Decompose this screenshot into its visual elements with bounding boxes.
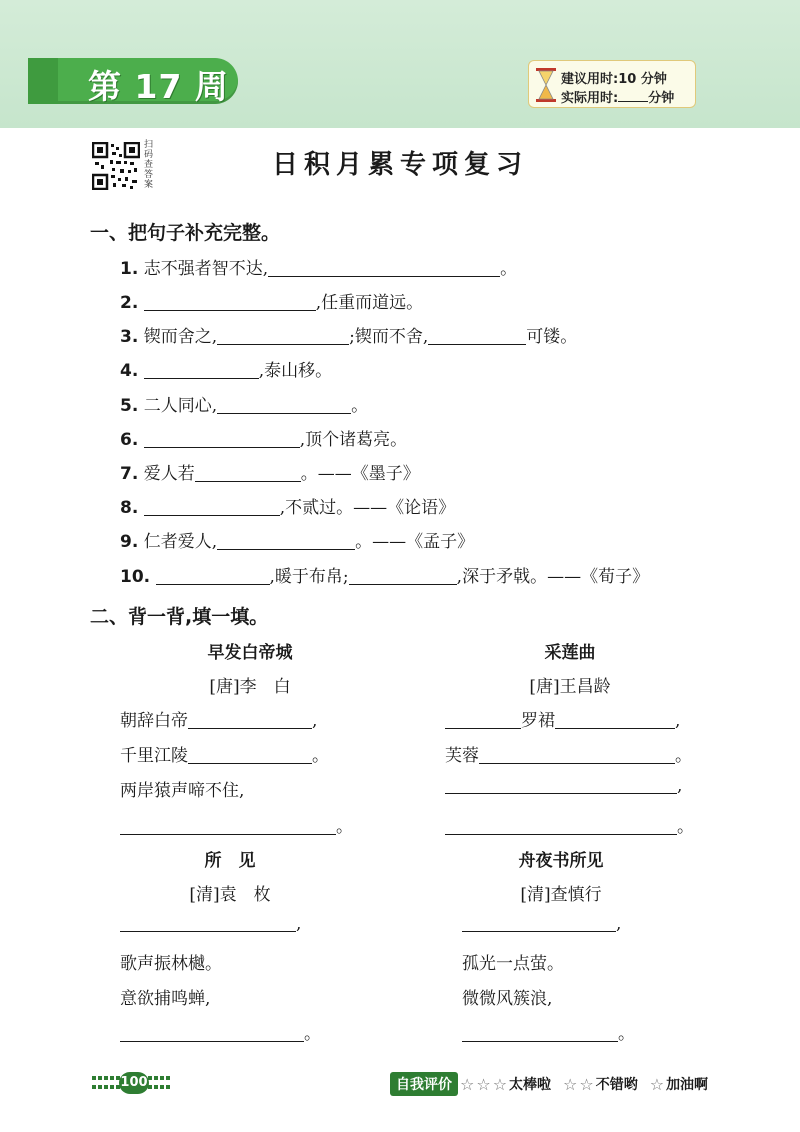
question-text: 可镂。 [526, 327, 578, 347]
poem-line: 。 [462, 1019, 635, 1044]
question-5 [120, 391, 368, 416]
question-9 [120, 527, 474, 552]
poem-line: 。 [445, 812, 694, 837]
question-number: 7. [120, 464, 139, 484]
poem-line: , [445, 776, 682, 796]
star-icon[interactable]: ☆ [476, 1074, 491, 1094]
qr-label: 扫码查答案 [144, 140, 154, 190]
question-6 [120, 425, 407, 450]
poem-line: 千里江陵 。 [120, 746, 329, 766]
poem-line: 意欲捕鸣蝉, [120, 989, 211, 1009]
poem-title: 舟夜书所见 [518, 851, 604, 871]
star-icon[interactable]: ☆ [563, 1074, 578, 1094]
answer-blank[interactable] [144, 498, 280, 516]
poem-author: [清]查慎行 [520, 885, 602, 905]
question-text: 志不强者智不达, [138, 259, 269, 279]
poem-line: , [462, 914, 621, 934]
question-3 [120, 322, 577, 347]
answer-blank[interactable] [120, 914, 296, 932]
poem-line: , [120, 914, 301, 934]
question-text: ,任重而道远。 [315, 293, 424, 313]
answer-blank[interactable] [217, 532, 355, 550]
hourglass-icon [535, 67, 557, 103]
question-text: 。 [500, 259, 518, 279]
poem-line: 芙蓉 。 [445, 746, 692, 766]
self-evaluation [390, 1072, 718, 1096]
eval-keep-trying: 加油啊 [666, 1077, 709, 1093]
answer-blank[interactable] [445, 817, 677, 835]
star-icon[interactable]: ☆ [460, 1074, 475, 1094]
poem-line: 两岸猿声啼不住, [120, 781, 245, 801]
actual-time-unit: 分钟 [648, 91, 675, 106]
question-text: 二人同心, [138, 396, 218, 416]
poem-line: 朝辞白帝 , [120, 711, 318, 731]
suggested-time: 建议用时:10 分钟 [561, 72, 667, 87]
answer-blank[interactable] [144, 293, 316, 311]
question-text: 。——《孟子》 [355, 532, 475, 552]
question-text: 。 [351, 396, 369, 416]
week-tab-stripe [28, 58, 58, 104]
poem-line: 。 [120, 812, 353, 837]
answer-blank[interactable] [479, 746, 675, 764]
page-title: 日积月累专项复习 [271, 150, 528, 180]
answer-blank[interactable] [428, 327, 526, 345]
question-2 [120, 288, 423, 313]
answer-blank[interactable] [217, 396, 351, 414]
poem-title: 采莲曲 [544, 643, 596, 663]
answer-blank[interactable] [349, 567, 457, 585]
answer-blank[interactable] [555, 711, 675, 729]
time-box [528, 60, 696, 108]
section1-heading: 一、把句子补充完整。 [90, 222, 281, 244]
actual-time-label: 实际用时: [561, 91, 619, 106]
answer-blank[interactable] [144, 430, 300, 448]
poem-title: 所 见 [204, 851, 256, 871]
answer-blank[interactable] [462, 1024, 618, 1042]
poem-line: 。 [120, 1019, 321, 1044]
question-number: 5. [120, 396, 139, 416]
week-tab [28, 58, 238, 104]
question-text: 。——《墨子》 [300, 464, 420, 484]
self-eval-label: 自我评价 [390, 1072, 458, 1096]
answer-blank[interactable] [217, 327, 349, 345]
question-7 [120, 459, 420, 484]
question-number: 9. [120, 532, 139, 552]
question-text: ,顶个诸葛亮。 [299, 430, 408, 450]
question-text: 仁者爱人, [138, 532, 218, 552]
question-8 [120, 493, 455, 518]
actual-time [561, 87, 674, 106]
poem-line: 孤光一点萤。 [462, 954, 564, 974]
poem-author: [唐]李 白 [209, 677, 291, 697]
poem-title: 早发白帝城 [207, 643, 293, 663]
week-label: 第 17 周 [88, 67, 229, 106]
answer-blank[interactable] [195, 464, 301, 482]
answer-blank[interactable] [445, 776, 677, 794]
question-text: ,深于矛戟。——《荀子》 [456, 567, 650, 587]
answer-blank[interactable] [156, 567, 270, 585]
answer-blank[interactable] [120, 1024, 304, 1042]
poem-line: 微微风簇浪, [462, 989, 553, 1009]
question-number: 10. [120, 567, 151, 587]
actual-time-blank[interactable] [618, 89, 648, 102]
eval-good: 不错哟 [595, 1077, 638, 1093]
answer-blank[interactable] [188, 711, 312, 729]
answer-blank[interactable] [144, 361, 259, 379]
answer-blank[interactable] [120, 817, 336, 835]
question-4 [120, 356, 332, 381]
page-number: 100 [119, 1072, 149, 1094]
question-text: ,泰山移。 [258, 361, 333, 381]
question-number: 8. [120, 498, 139, 518]
answer-blank[interactable] [445, 711, 521, 729]
question-number: 2. [120, 293, 139, 313]
question-text: ,暖于布帛; [269, 567, 349, 587]
answer-blank[interactable] [462, 914, 616, 932]
poem-line: 歌声振林樾。 [120, 954, 222, 974]
question-number: 3. [120, 327, 139, 347]
answer-blank[interactable] [268, 259, 500, 277]
question-text: ,不贰过。——《论语》 [279, 498, 456, 518]
section2-heading: 二、背一背,填一填。 [90, 606, 269, 628]
question-number: 4. [120, 361, 139, 381]
question-number: 6. [120, 430, 139, 450]
poem-author: [唐]王昌龄 [529, 677, 611, 697]
star-icon[interactable]: ☆ [492, 1074, 508, 1094]
eval-excellent: 太棒啦 [509, 1077, 552, 1093]
question-text: ;锲而不舍, [349, 327, 429, 347]
star-icon[interactable]: ☆ [579, 1074, 594, 1094]
answer-blank[interactable] [188, 746, 312, 764]
poem-line: 罗裙 , [445, 706, 680, 731]
star-icon[interactable]: ☆ [649, 1074, 665, 1094]
poem-author: [清]袁 枚 [189, 885, 271, 905]
question-10 [120, 562, 649, 587]
question-number: 1. [120, 259, 139, 279]
question-1 [120, 254, 517, 279]
question-text: 爱人若 [138, 464, 195, 484]
question-text: 锲而舍之, [138, 327, 218, 347]
